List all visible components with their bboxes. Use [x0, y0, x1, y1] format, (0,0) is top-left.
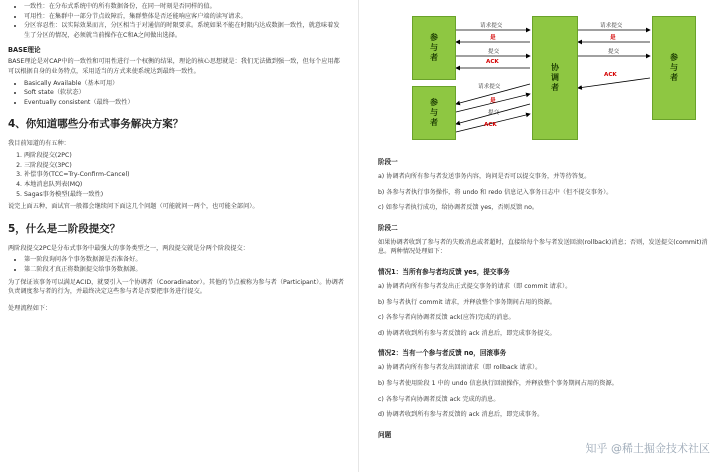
section-4-intro: 我目前知道的有五种：: [8, 140, 70, 148]
section-5-paragraph: 为了保证该事务可以满足ACID，就要引入一个协调者（Cooradinator）。其他的节点被称为参与者（Participant）。协调者负责调度参与者的行为，并最终决定这些参与者是否要把事务进行提交。: [8, 278, 344, 296]
base-bullet-list: [8, 79, 344, 108]
list-item: • 第一阶段询问各个事务数据源是否准备好。: [24, 255, 344, 265]
section-4-title: 4、你知道哪些分布式事务解决方案？: [8, 118, 184, 131]
phase-2-paragraph: 如果协调者收到了参与者的失败消息或者超时，直接给每个参与者发送回滚(rollback)消息；否则，发送提交(commit)消息。两种情况处理如下：: [378, 238, 708, 256]
arrow-label-commit: 提交: [488, 49, 500, 55]
case-1-heading: 情况1：当所有参与者均反馈 yes，提交事务: [378, 268, 510, 277]
arrow-label-yes: 是: [490, 98, 496, 104]
base-heading: BASE理论: [8, 46, 41, 55]
arrow-label-request-commit: 请求提交: [600, 23, 623, 29]
section-5-title: 5，什么是二阶段提交？: [8, 222, 121, 235]
case-2-item: b) 参与者使用阶段 1 中的 undo 信息执行回滚操作，并释放整个事务期间占用的资源。: [378, 380, 618, 388]
section-4-outro: 说完上面五种，面试官一般都会继续问下面这几个问题（可能就问一两个，也可能全部问）。: [8, 203, 259, 211]
problem-heading: 问题: [378, 430, 392, 439]
case-2-item: c) 各参与者向协调者反馈 ack 完成的消息。: [378, 395, 500, 403]
case-1-item: a) 协调者向所有参与者发出正式提交事务的请求（即 commit 请求）。: [378, 283, 572, 291]
list-item: • Eventually consistent（最终一致性）: [24, 98, 344, 108]
list-item: • 一致性：在分布式系统中的所有数据备份，在同一时刻是否同样的值。: [24, 2, 344, 12]
list-item: • Soft state（软状态）: [24, 88, 344, 98]
list-item: • Basically Available（基本可用）: [24, 79, 344, 89]
left-page: [0, 0, 352, 472]
case-2-item: d) 协调者收到所有参与者反馈的 ack 消息后，即完成事务。: [378, 411, 544, 419]
watermark: 知乎 @稀土掘金技术社区: [585, 442, 710, 455]
case-1-item: d) 协调者收到所有参与者反馈的 ack 消息后，即完成事务提交。: [378, 329, 556, 337]
phase-1-item: b) 各参与者执行事务操作，将 undo 和 redo 信息记入事务日志中（但不提交事务）。: [378, 188, 613, 196]
solution-list: [8, 151, 344, 199]
section-5-tail: 处理流程如下：: [8, 304, 52, 312]
list-item: • 第二阶段才真正将数据提交给事务数据源。: [24, 265, 344, 275]
list-item: 5. Sagas事务模型(最终一致性): [24, 190, 344, 200]
list-item: 1. 两阶段提交(2PC): [24, 151, 344, 161]
participant-box-right: 参与者: [652, 16, 696, 120]
arrow-label-ack: ACK: [604, 72, 617, 78]
right-page: [368, 0, 720, 472]
case-2-heading: 情况2：当有一个参与者反馈 no，回滚事务: [378, 349, 507, 358]
arrow-label-ack: ACK: [486, 59, 499, 65]
two-phase-commit-diagram: [408, 8, 698, 138]
arrow-label-request-commit: 请求提交: [480, 23, 503, 29]
case-2-item: a) 协调者向所有参与者发出回滚请求（即 rollback 请求）。: [378, 364, 542, 372]
phase-bullet-list: [8, 255, 344, 274]
arrow-label-request-commit: 请求提交: [478, 84, 501, 90]
page-divider: [358, 0, 359, 472]
arrow-label-commit: 提交: [488, 110, 500, 116]
participant-box-top: 参与者: [412, 16, 456, 80]
phase-1-heading: 阶段一: [378, 158, 398, 166]
case-1-item: c) 各参与者向协调者反馈 ack(应答)完成的消息。: [378, 314, 515, 322]
arrow-label-commit: 提交: [608, 49, 620, 55]
phase-1-item: a) 协调者向所有参与者发送事务内容，询问是否可以提交事务，并等待答复。: [378, 173, 591, 180]
participant-box-bottom: 参与者: [412, 86, 456, 140]
phase-2-heading: 阶段二: [378, 223, 398, 232]
coordinator-box: 协调者: [532, 16, 578, 140]
arrow-label-yes: 是: [490, 35, 496, 41]
list-item: 2. 三阶段提交(3PC): [24, 161, 344, 171]
base-paragraph: BASE理论是对CAP中的一致性和可用性进行一个权衡的结果，理论的核心思想就是：我们无法做到强一致，但每个应用都可以根据自身的业务特点，采用适当的方式来使系统达到最终一致性。: [8, 58, 340, 76]
list-item: • 可用性：在集群中一部分节点故障后，集群整体是否还能响应客户端的读写请求。: [24, 12, 344, 22]
list-item: 3. 补偿事务(TCC=Try-Confirm-Cancel): [24, 170, 344, 180]
arrow-label-yes: 是: [610, 35, 616, 41]
case-1-item: b) 参与者执行 commit 请求，并释放整个事务期间占用的资源。: [378, 298, 556, 306]
list-item: • 分区容忍性：以实际效果而言，分区相当于对通信的时限要求。系统如果不能在时限内达成数据一致性，就意味着发生了分区的情况，必须就当前操作在C和A之间做出选择。: [24, 21, 344, 40]
list-item: 4. 本地消息队列表(MQ): [24, 180, 344, 190]
cap-bullet-list: [8, 2, 344, 40]
section-5-intro: 两阶段提交2PC是分布式事务中最强大的事务类型之一，两段提交就是分两个阶段提交：: [8, 244, 249, 252]
phase-1-item: c) 如参与者执行成功，给协调者反馈 yes，否则反馈 no。: [378, 204, 539, 212]
arrow-label-ack: ACK: [484, 122, 497, 128]
